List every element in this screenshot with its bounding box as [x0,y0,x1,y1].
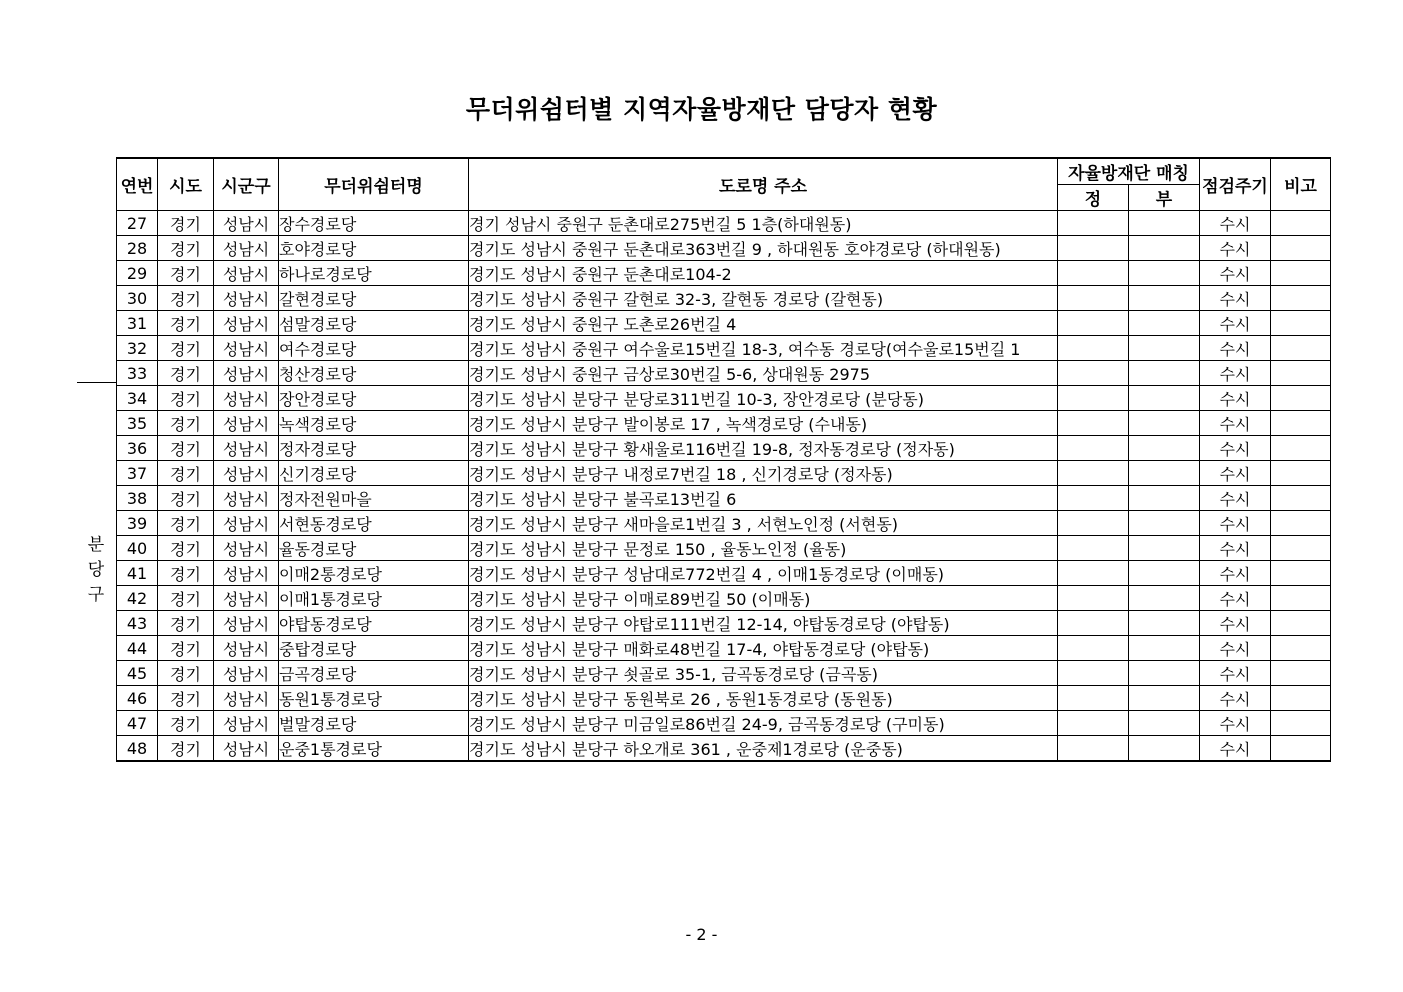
row-number: 41 [117,561,158,586]
row-sigungu: 성남시 [214,686,279,711]
row-number: 31 [117,311,158,336]
row-secondary [1129,261,1200,286]
row-address: 경기도 성남시 중원구 도촌로26번길 4 [469,311,1058,336]
row-address: 경기 성남시 중원구 둔촌대로275번길 5 1층(하대원동) [469,211,1058,236]
row-sido: 경기 [158,411,214,436]
district-char: 당 [87,560,105,580]
row-secondary [1129,311,1200,336]
row-cycle: 수시 [1200,461,1271,486]
row-note [1271,536,1331,561]
row-sigungu: 성남시 [214,386,279,411]
row-sido: 경기 [158,261,214,286]
header-no: 연번 [117,158,158,211]
row-number: 48 [117,736,158,762]
header-primary: 정 [1058,185,1129,211]
table-row [117,361,1331,386]
row-shelter-name: 서현동경로당 [279,511,469,536]
row-note [1271,486,1331,511]
row-cycle: 수시 [1200,261,1271,286]
row-secondary [1129,461,1200,486]
row-number: 44 [117,636,158,661]
header-cycle: 점검주기 [1200,158,1271,211]
row-secondary [1129,561,1200,586]
row-shelter-name: 청산경로당 [279,361,469,386]
row-sigungu: 성남시 [214,436,279,461]
row-shelter-name: 정자전원마을 [279,486,469,511]
table-row [117,311,1331,336]
row-cycle: 수시 [1200,561,1271,586]
row-cycle: 수시 [1200,411,1271,436]
row-note [1271,236,1331,261]
table-row [117,436,1331,461]
row-sigungu: 성남시 [214,536,279,561]
row-primary [1058,361,1129,386]
row-sigungu: 성남시 [214,661,279,686]
row-note [1271,736,1331,762]
table-row [117,661,1331,686]
row-note [1271,411,1331,436]
row-number: 32 [117,336,158,361]
row-note [1271,436,1331,461]
row-primary [1058,611,1129,636]
row-address: 경기도 성남시 중원구 둔촌대로363번길 9 , 하대원동 호야경로당 (하대원동) [469,236,1058,261]
table-row [117,736,1331,762]
row-cycle: 수시 [1200,511,1271,536]
row-sigungu: 성남시 [214,286,279,311]
row-number: 40 [117,536,158,561]
row-cycle: 수시 [1200,211,1271,236]
row-secondary [1129,211,1200,236]
row-number: 28 [117,236,158,261]
row-sigungu: 성남시 [214,336,279,361]
row-number: 33 [117,361,158,386]
table-row [117,561,1331,586]
row-note [1271,461,1331,486]
row-sido: 경기 [158,536,214,561]
table-row [117,461,1331,486]
row-shelter-name: 정자경로당 [279,436,469,461]
row-sigungu: 성남시 [214,711,279,736]
row-note [1271,611,1331,636]
row-cycle: 수시 [1200,286,1271,311]
row-secondary [1129,336,1200,361]
row-shelter-name: 벌말경로당 [279,711,469,736]
row-number: 47 [117,711,158,736]
row-number: 29 [117,261,158,286]
row-secondary [1129,661,1200,686]
row-secondary [1129,361,1200,386]
row-sigungu: 성남시 [214,511,279,536]
row-secondary [1129,386,1200,411]
row-sido: 경기 [158,736,214,762]
table-row [117,711,1331,736]
row-primary [1058,536,1129,561]
row-shelter-name: 동원1통경로당 [279,686,469,711]
row-primary [1058,486,1129,511]
table-row [117,286,1331,311]
row-primary [1058,586,1129,611]
row-shelter-name: 하나로경로당 [279,261,469,286]
header-secondary: 부 [1129,185,1200,211]
row-cycle: 수시 [1200,736,1271,762]
table-row [117,386,1331,411]
row-shelter-name: 이매2통경로당 [279,561,469,586]
row-note [1271,711,1331,736]
row-cycle: 수시 [1200,386,1271,411]
row-sigungu: 성남시 [214,361,279,386]
row-shelter-name: 갈현경로당 [279,286,469,311]
row-sido: 경기 [158,686,214,711]
row-sigungu: 성남시 [214,636,279,661]
row-address: 경기도 성남시 분당구 발이봉로 17 , 녹색경로당 (수내동) [469,411,1058,436]
row-number: 45 [117,661,158,686]
row-primary [1058,711,1129,736]
row-cycle: 수시 [1200,661,1271,686]
row-sigungu: 성남시 [214,611,279,636]
row-address: 경기도 성남시 중원구 금상로30번길 5-6, 상대원동 2975 [469,361,1058,386]
row-primary [1058,736,1129,762]
row-number: 34 [117,386,158,411]
header-sido: 시도 [158,158,214,211]
row-sido: 경기 [158,461,214,486]
row-sido: 경기 [158,661,214,686]
row-secondary [1129,686,1200,711]
table-row [117,261,1331,286]
row-shelter-name: 녹색경로당 [279,411,469,436]
row-shelter-name: 야탑동경로당 [279,611,469,636]
row-shelter-name: 여수경로당 [279,336,469,361]
row-address: 경기도 성남시 분당구 매화로48번길 17-4, 야탑동경로당 (야탑동) [469,636,1058,661]
shelter-table [116,157,1331,762]
row-cycle: 수시 [1200,336,1271,361]
row-cycle: 수시 [1200,711,1271,736]
row-sigungu: 성남시 [214,586,279,611]
row-address: 경기도 성남시 분당구 분당로311번길 10-3, 장안경로당 (분당동) [469,386,1058,411]
row-secondary [1129,436,1200,461]
table-row [117,411,1331,436]
row-cycle: 수시 [1200,636,1271,661]
row-shelter-name: 금곡경로당 [279,661,469,686]
row-note [1271,686,1331,711]
row-number: 30 [117,286,158,311]
table-body [117,211,1331,762]
row-sido: 경기 [158,586,214,611]
table-row [117,336,1331,361]
row-primary [1058,661,1129,686]
row-cycle: 수시 [1200,586,1271,611]
row-sigungu: 성남시 [214,211,279,236]
row-number: 37 [117,461,158,486]
row-number: 39 [117,511,158,536]
page-title: 무더위쉼터별 지역자율방재단 담당자 현황 [465,95,938,124]
row-address: 경기도 성남시 분당구 내정로7번길 18 , 신기경로당 (정자동) [469,461,1058,486]
table-row [117,636,1331,661]
row-address: 경기도 성남시 분당구 동원북로 26 , 동원1동경로당 (동원동) [469,686,1058,711]
page-number: - 2 - [685,925,718,944]
row-primary [1058,386,1129,411]
row-sigungu: 성남시 [214,561,279,586]
row-cycle: 수시 [1200,311,1271,336]
row-note [1271,586,1331,611]
row-shelter-name: 장안경로당 [279,386,469,411]
row-shelter-name: 이매1통경로당 [279,586,469,611]
table-row [117,511,1331,536]
row-sigungu: 성남시 [214,311,279,336]
row-address: 경기도 성남시 분당구 쇳골로 35-1, 금곡동경로당 (금곡동) [469,661,1058,686]
row-secondary [1129,736,1200,762]
row-primary [1058,286,1129,311]
table-row [117,586,1331,611]
row-cycle: 수시 [1200,611,1271,636]
row-note [1271,386,1331,411]
row-shelter-name: 장수경로당 [279,211,469,236]
row-cycle: 수시 [1200,361,1271,386]
row-sigungu: 성남시 [214,486,279,511]
row-address: 경기도 성남시 분당구 야탑로111번길 12-14, 야탑동경로당 (야탑동) [469,611,1058,636]
row-note [1271,511,1331,536]
row-address: 경기도 성남시 분당구 미금일로86번길 24-9, 금곡동경로당 (구미동) [469,711,1058,736]
row-shelter-name: 섬말경로당 [279,311,469,336]
row-secondary [1129,286,1200,311]
row-address: 경기도 성남시 분당구 황새울로116번길 19-8, 정자동경로당 (정자동) [469,436,1058,461]
row-primary [1058,561,1129,586]
row-sido: 경기 [158,561,214,586]
row-shelter-name: 중탑경로당 [279,636,469,661]
row-number: 35 [117,411,158,436]
row-number: 38 [117,486,158,511]
row-primary [1058,336,1129,361]
row-primary [1058,311,1129,336]
row-address: 경기도 성남시 중원구 여수울로15번길 18-3, 여수동 경로당(여수울로15번길 1 [469,336,1058,361]
row-cycle: 수시 [1200,436,1271,461]
row-note [1271,561,1331,586]
row-address: 경기도 성남시 분당구 불곡로13번길 6 [469,486,1058,511]
row-primary [1058,261,1129,286]
row-shelter-name: 율동경로당 [279,536,469,561]
district-char: 분 [87,535,105,555]
table-row [117,536,1331,561]
row-secondary [1129,536,1200,561]
row-sido: 경기 [158,386,214,411]
row-sido: 경기 [158,711,214,736]
table-row [117,686,1331,711]
header-note: 비고 [1271,158,1331,211]
row-secondary [1129,236,1200,261]
row-note [1271,311,1331,336]
row-address: 경기도 성남시 중원구 둔촌대로104-2 [469,261,1058,286]
row-address: 경기도 성남시 분당구 새마을로1번길 3 , 서현노인정 (서현동) [469,511,1058,536]
row-sigungu: 성남시 [214,261,279,286]
row-sido: 경기 [158,361,214,386]
row-note [1271,361,1331,386]
district-char: 구 [87,585,105,605]
row-primary [1058,511,1129,536]
row-address: 경기도 성남시 중원구 갈현로 32-3, 갈현동 경로당 (갈현동) [469,286,1058,311]
row-secondary [1129,486,1200,511]
header-shelter-name: 무더위쉼터명 [279,158,469,211]
row-address: 경기도 성남시 분당구 이매로89번길 50 (이매동) [469,586,1058,611]
table-row [117,611,1331,636]
row-note [1271,336,1331,361]
row-secondary [1129,411,1200,436]
header-sigungu: 시군구 [214,158,279,211]
row-primary [1058,461,1129,486]
row-sido: 경기 [158,511,214,536]
row-secondary [1129,611,1200,636]
row-note [1271,636,1331,661]
row-address: 경기도 성남시 분당구 성남대로772번길 4 , 이매1동경로당 (이매동) [469,561,1058,586]
row-sido: 경기 [158,636,214,661]
row-sigungu: 성남시 [214,411,279,436]
row-cycle: 수시 [1200,236,1271,261]
row-sido: 경기 [158,211,214,236]
row-sigungu: 성남시 [214,461,279,486]
row-number: 36 [117,436,158,461]
row-sido: 경기 [158,311,214,336]
row-number: 46 [117,686,158,711]
header-address: 도로명 주소 [469,158,1058,211]
row-number: 27 [117,211,158,236]
row-note [1271,211,1331,236]
row-secondary [1129,586,1200,611]
row-sido: 경기 [158,611,214,636]
row-primary [1058,686,1129,711]
table-row [117,236,1331,261]
row-sido: 경기 [158,436,214,461]
row-number: 42 [117,586,158,611]
row-secondary [1129,636,1200,661]
row-sigungu: 성남시 [214,236,279,261]
row-shelter-name: 운중1통경로당 [279,736,469,762]
row-primary [1058,236,1129,261]
row-address: 경기도 성남시 분당구 문정로 150 , 율동노인정 (율동) [469,536,1058,561]
row-cycle: 수시 [1200,486,1271,511]
row-note [1271,286,1331,311]
row-secondary [1129,511,1200,536]
row-sido: 경기 [158,236,214,261]
row-address: 경기도 성남시 분당구 하오개로 361 , 운중제1경로당 (운중동) [469,736,1058,762]
row-sido: 경기 [158,286,214,311]
header-match: 자율방재단 매칭 [1058,158,1200,185]
row-sigungu: 성남시 [214,736,279,762]
table-row [117,211,1331,236]
row-secondary [1129,711,1200,736]
row-shelter-name: 신기경로당 [279,461,469,486]
row-number: 43 [117,611,158,636]
table-row [117,486,1331,511]
row-shelter-name: 호야경로당 [279,236,469,261]
row-sido: 경기 [158,336,214,361]
row-primary [1058,411,1129,436]
row-sido: 경기 [158,486,214,511]
district-divider [77,382,117,383]
row-primary [1058,211,1129,236]
row-cycle: 수시 [1200,536,1271,561]
row-primary [1058,636,1129,661]
row-primary [1058,436,1129,461]
district-label [80,533,112,608]
row-note [1271,661,1331,686]
row-note [1271,261,1331,286]
row-cycle: 수시 [1200,686,1271,711]
